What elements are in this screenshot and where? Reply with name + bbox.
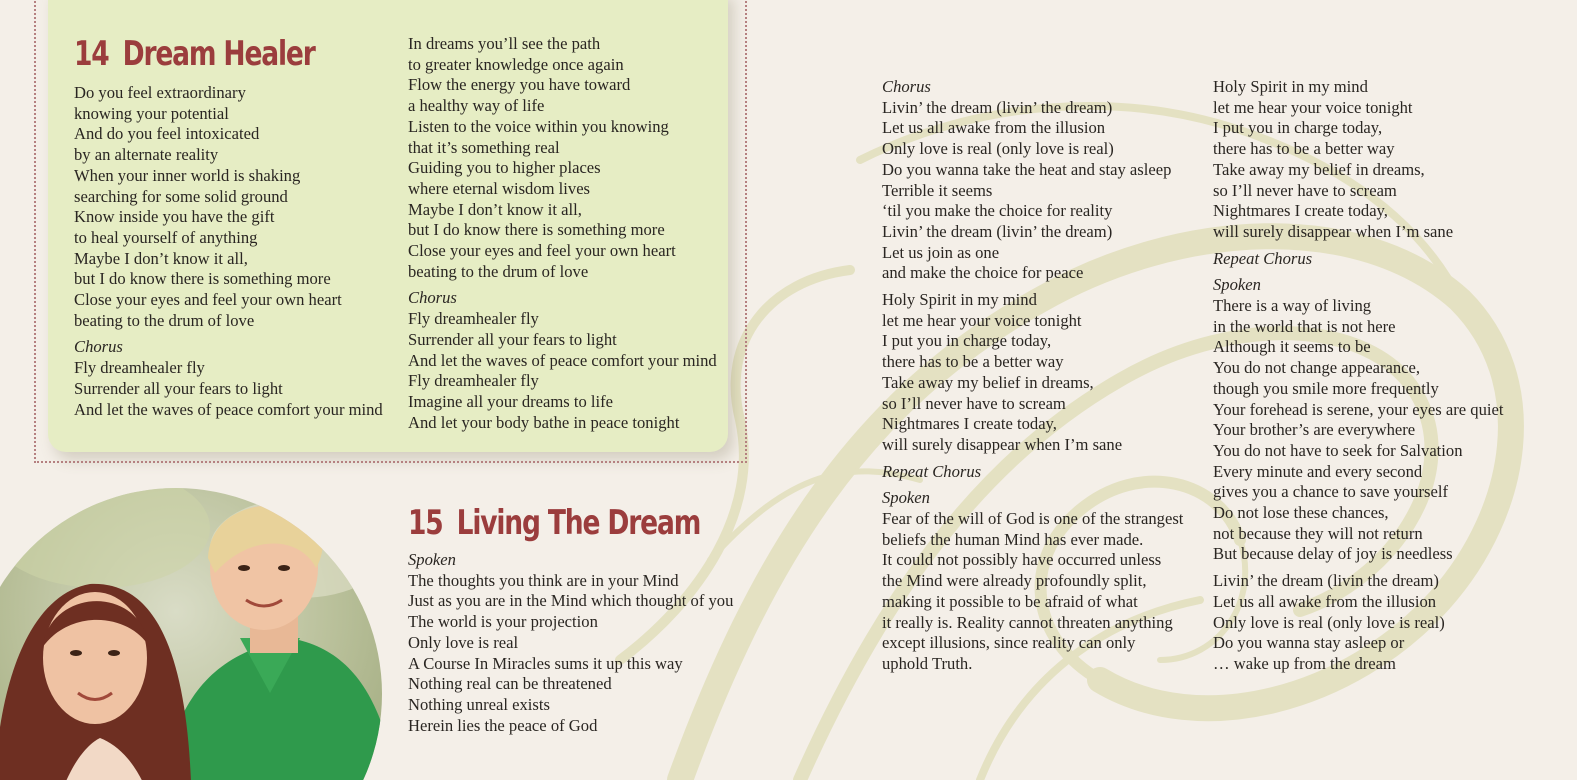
spoken-line: There is a way of living	[1213, 296, 1372, 316]
song-14-column-1	[74, 83, 383, 420]
lyric-line: Listen to the voice within you knowing	[408, 116, 669, 136]
spoken-line: Only love is real	[408, 632, 519, 652]
lyric-line: let me hear your voice tonight	[1213, 97, 1413, 117]
lyric-line: Maybe I don’t know it all,	[408, 199, 582, 219]
spoken-line: Nothing real can be threatened	[408, 674, 612, 694]
chorus-line: Livin’ the dream (livin’ the dream)	[882, 97, 1113, 117]
spoken-line: You do not change appearance,	[1213, 358, 1421, 378]
spoken-line: Fear of the will of God is one of the strangest	[882, 509, 1184, 529]
lyric-line: Know inside you have the gift	[74, 207, 275, 227]
chorus-line: Imagine all your dreams to life	[408, 391, 614, 411]
chorus-line: Surrender all your fears to light	[74, 378, 283, 398]
lyric-line: Do you wanna stay asleep or	[1213, 633, 1405, 653]
spoken-label: Spoken	[1213, 275, 1261, 295]
lyric-line: I put you in charge today,	[1213, 118, 1383, 138]
chorus-line: Terrible it seems	[882, 180, 993, 200]
lyric-line: but I do know there is something more	[408, 220, 665, 240]
spoken-line: Your forehead is serene, your eyes are quiet	[1213, 399, 1504, 419]
lyric-line: Close your eyes and feel your own heart	[74, 290, 342, 310]
lyric-line: will surely disappear when I’m sane	[882, 434, 1123, 454]
spoken-line: uphold Truth.	[882, 653, 973, 673]
lyric-line: In dreams you’ll see the path	[408, 34, 601, 53]
chorus-line: Let us join as one	[882, 242, 1000, 262]
lyric-line: let me hear your voice tonight	[882, 310, 1082, 330]
lyric-line: Let us all awake from the illusion	[1213, 591, 1437, 611]
lyric-line: … wake up from the dream	[1213, 653, 1396, 673]
spoken-line: though you smile more frequently	[1213, 378, 1439, 398]
lyric-line: Do you feel extraordinary	[74, 83, 246, 102]
lyric-line: knowing your potential	[74, 103, 229, 123]
chorus-line: Fly dreamhealer fly	[74, 358, 205, 378]
lyric-line: so I’ll never have to scream	[1213, 180, 1397, 200]
lyric-line: Guiding you to higher places	[408, 158, 601, 178]
lyric-line: where eternal wisdom lives	[408, 178, 591, 198]
chorus-label: Chorus	[882, 77, 931, 96]
lyric-line: Holy Spirit in my mind	[882, 290, 1037, 310]
spoken-line: beliefs the human Mind has ever made.	[882, 529, 1144, 549]
song-15-number: 15	[408, 503, 443, 543]
lyric-line: Nightmares I create today,	[882, 414, 1057, 434]
lyric-line: beating to the drum of love	[74, 310, 255, 330]
spoken-line: not because they will not return	[1213, 523, 1423, 543]
couple-portrait-photo	[0, 488, 382, 780]
chorus-line: Fly dreamhealer fly	[408, 371, 539, 391]
lyric-line: to greater knowledge once again	[408, 54, 624, 74]
song-14-column-2	[408, 34, 717, 433]
chorus-line: Surrender all your fears to light	[408, 329, 617, 349]
spoken-line: gives you a chance to save yourself	[1213, 482, 1448, 502]
song-14-title	[74, 34, 315, 74]
song-15-title	[408, 503, 700, 543]
spoken-line: Your brother’s are everywhere	[1213, 420, 1416, 440]
spoken-line: You do not have to seek for Salvation	[1213, 440, 1463, 460]
chorus-label: Chorus	[408, 288, 457, 308]
chorus-line: And let the waves of peace comfort your mind	[408, 350, 717, 370]
chorus-line: Only love is real (only love is real)	[882, 139, 1114, 159]
lyric-line: When your inner world is shaking	[74, 165, 301, 185]
song-15-column-3	[882, 77, 1183, 675]
spoken-line: the Mind were already profoundly split,	[882, 571, 1147, 591]
song-15-intro	[408, 550, 733, 736]
repeat-chorus-label: Repeat Chorus	[1213, 248, 1313, 268]
spoken-line: The thoughts you think are in your Mind	[408, 570, 679, 590]
couple-portrait-icon	[0, 488, 382, 780]
lyric-line: so I’ll never have to scream	[882, 393, 1066, 413]
lyric-line: Maybe I don’t know it all,	[74, 248, 248, 268]
spoken-line: making it possible to be afraid of what	[882, 591, 1138, 611]
lyric-line: but I do know there is something more	[74, 269, 331, 289]
chorus-line: Let us all awake from the illusion	[882, 118, 1106, 138]
lyric-line: that it’s something real	[408, 137, 560, 157]
spoken-line: But because delay of joy is needless	[1213, 544, 1453, 564]
spoken-line: Every minute and every second	[1213, 461, 1423, 481]
lyric-line: And do you feel intoxicated	[74, 124, 260, 144]
lyric-line: Close your eyes and feel your own heart	[408, 241, 676, 261]
chorus-line: ‘til you make the choice for reality	[882, 201, 1113, 221]
spoken-line: it really is. Reality cannot threaten anything	[882, 612, 1173, 632]
lyric-line: Take away my belief in dreams,	[1213, 159, 1425, 179]
spoken-line: The world is your projection	[408, 612, 598, 632]
spoken-line: It could not possibly have occurred unless	[882, 550, 1162, 570]
chorus-line: Do you wanna take the heat and stay asleep	[882, 159, 1172, 179]
repeat-chorus-label: Repeat Chorus	[882, 461, 982, 481]
lyric-line: Flow the energy you have toward	[408, 75, 631, 95]
song-14-number: 14	[74, 34, 109, 74]
lyric-line: Only love is real (only love is real)	[1213, 612, 1445, 632]
lyric-line: there has to be a better way	[1213, 139, 1395, 159]
song-14-name: Dream Healer	[122, 34, 315, 74]
spoken-line: Although it seems to be	[1213, 337, 1371, 357]
lyric-line: I put you in charge today,	[882, 331, 1052, 351]
lyric-line: Nightmares I create today,	[1213, 201, 1388, 221]
lyric-line: to heal yourself of anything	[74, 227, 258, 247]
lyric-line: Take away my belief in dreams,	[882, 372, 1094, 392]
chorus-label: Chorus	[74, 337, 123, 357]
chorus-line: And let the waves of peace comfort your mind	[74, 399, 383, 419]
lyric-line: searching for some solid ground	[74, 186, 288, 206]
lyric-line: beating to the drum of love	[408, 261, 589, 281]
spoken-label: Spoken	[882, 488, 930, 508]
spoken-line: Do not lose these chances,	[1213, 503, 1389, 523]
spoken-line: except illusions, since reality can only	[882, 633, 1136, 653]
spoken-line: in the world that is not here	[1213, 316, 1396, 336]
lyric-line: by an alternate reality	[74, 145, 219, 165]
spoken-label: Spoken	[408, 550, 456, 569]
chorus-line: Livin’ the dream (livin’ the dream)	[882, 221, 1113, 241]
chorus-line: and make the choice for peace	[882, 263, 1084, 283]
lyric-line: will surely disappear when I’m sane	[1213, 221, 1454, 241]
chorus-line: Fly dreamhealer fly	[408, 309, 539, 329]
lyric-line: a healthy way of life	[408, 96, 545, 116]
spoken-line: A Course In Miracles sums it up this way	[408, 653, 683, 673]
lyric-line: there has to be a better way	[882, 352, 1064, 372]
lyric-line: Livin’ the dream (livin the dream)	[1213, 571, 1439, 591]
spoken-line: Just as you are in the Mind which thought of you	[408, 591, 734, 611]
chorus-line: And let your body bathe in peace tonight	[408, 412, 680, 432]
spoken-line: Herein lies the peace of God	[408, 715, 598, 735]
song-15-column-4	[1213, 77, 1503, 675]
song-15-name: Living The Dream	[456, 503, 701, 543]
lyric-line: Holy Spirit in my mind	[1213, 77, 1368, 96]
spoken-line: Nothing unreal exists	[408, 694, 550, 714]
